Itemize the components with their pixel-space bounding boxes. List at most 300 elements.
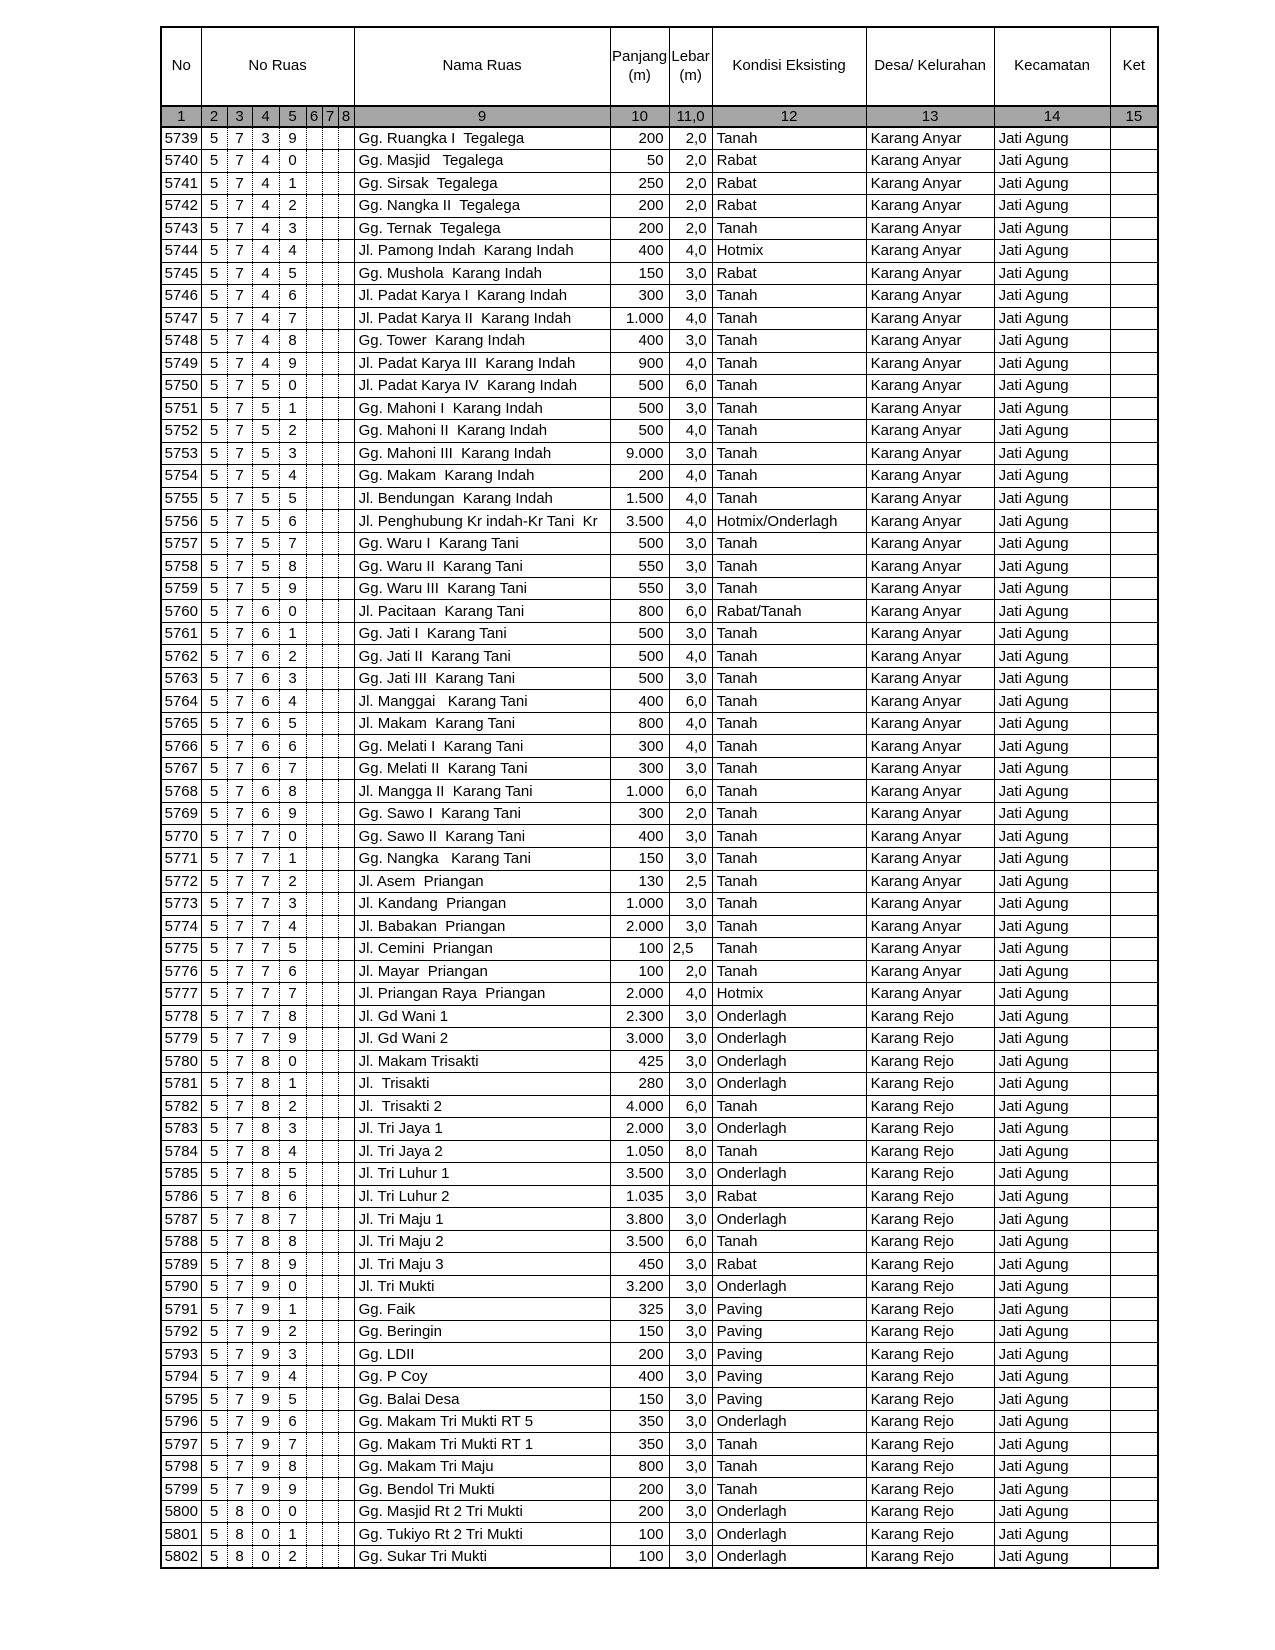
ruas-digit-cell: 2 xyxy=(279,420,306,443)
ket-cell xyxy=(1110,600,1158,623)
ruas-digit-cell: 5 xyxy=(201,600,227,623)
ruas-digit-cell xyxy=(306,1523,322,1546)
table-row xyxy=(161,1545,1158,1568)
ket-cell xyxy=(1110,195,1158,218)
panjang-cell: 150 xyxy=(610,848,669,871)
row-no-cell: 5748 xyxy=(161,330,201,353)
desa-cell: Karang Anyar xyxy=(866,600,994,623)
ruas-digit-cell xyxy=(322,1028,338,1051)
ruas-digit-cell xyxy=(338,195,354,218)
table-row xyxy=(161,532,1158,555)
desa-cell: Karang Anyar xyxy=(866,622,994,645)
ruas-digit-cell: 5 xyxy=(201,1050,227,1073)
ruas-digit-cell: 7 xyxy=(227,1050,252,1073)
ruas-digit-cell: 7 xyxy=(279,307,306,330)
ruas-digit-cell: 5 xyxy=(201,1545,227,1568)
ruas-digit-cell: 0 xyxy=(279,600,306,623)
ruas-digit-cell: 5 xyxy=(201,1275,227,1298)
nama-ruas-cell: Gg. Beringin xyxy=(354,1320,610,1343)
ruas-digit-cell xyxy=(322,1208,338,1231)
panjang-cell: 280 xyxy=(610,1073,669,1096)
kondisi-cell: Onderlagh xyxy=(712,1275,866,1298)
kecamatan-cell: Jati Agung xyxy=(994,1118,1110,1141)
ruas-digit-cell: 5 xyxy=(279,262,306,285)
kecamatan-cell: Jati Agung xyxy=(994,712,1110,735)
desa-cell: Karang Rejo xyxy=(866,1028,994,1051)
ket-cell xyxy=(1110,1388,1158,1411)
nama-ruas-cell: Jl. Tri Jaya 2 xyxy=(354,1140,610,1163)
ruas-digit-cell: 0 xyxy=(279,825,306,848)
ruas-digit-cell xyxy=(322,1140,338,1163)
ruas-digit-cell: 7 xyxy=(227,1028,252,1051)
nama-ruas-cell: Jl. Bendungan Karang Indah xyxy=(354,487,610,510)
desa-cell: Karang Rejo xyxy=(866,1140,994,1163)
ruas-digit-cell: 5 xyxy=(201,240,227,263)
desa-cell: Karang Anyar xyxy=(866,465,994,488)
panjang-cell: 800 xyxy=(610,712,669,735)
kondisi-cell: Onderlagh xyxy=(712,1208,866,1231)
ruas-digit-cell xyxy=(306,262,322,285)
ruas-digit-cell xyxy=(322,983,338,1006)
ruas-digit-cell xyxy=(322,420,338,443)
row-no-cell: 5758 xyxy=(161,555,201,578)
ruas-digit-cell: 6 xyxy=(252,780,279,803)
row-no-cell: 5740 xyxy=(161,150,201,173)
ruas-digit-cell: 7 xyxy=(227,1298,252,1321)
table-row xyxy=(161,330,1158,353)
ket-cell xyxy=(1110,802,1158,825)
ruas-digit-cell xyxy=(322,1410,338,1433)
desa-cell: Karang Anyar xyxy=(866,712,994,735)
kecamatan-cell: Jati Agung xyxy=(994,487,1110,510)
ruas-digit-cell: 5 xyxy=(201,285,227,308)
row-no-cell: 5757 xyxy=(161,532,201,555)
ruas-digit-cell xyxy=(322,397,338,420)
row-no-cell: 5788 xyxy=(161,1230,201,1253)
ruas-digit-cell: 5 xyxy=(201,1073,227,1096)
ruas-digit-cell: 7 xyxy=(227,712,252,735)
ruas-digit-cell: 7 xyxy=(227,375,252,398)
panjang-cell: 1.035 xyxy=(610,1185,669,1208)
table-row xyxy=(161,397,1158,420)
ruas-digit-cell xyxy=(306,465,322,488)
nama-ruas-cell: Gg. Nangka Karang Tani xyxy=(354,848,610,871)
ruas-digit-cell: 7 xyxy=(227,1118,252,1141)
ruas-digit-cell xyxy=(322,870,338,893)
ruas-digit-cell xyxy=(322,1388,338,1411)
header-no-ruas: No Ruas xyxy=(201,27,354,106)
ruas-digit-cell: 8 xyxy=(279,1005,306,1028)
panjang-cell: 500 xyxy=(610,622,669,645)
ruas-digit-cell xyxy=(306,510,322,533)
desa-cell: Karang Rejo xyxy=(866,1163,994,1186)
row-no-cell: 5776 xyxy=(161,960,201,983)
ruas-digit-cell xyxy=(338,465,354,488)
header-ket: Ket xyxy=(1110,27,1158,106)
desa-cell: Karang Rejo xyxy=(866,1230,994,1253)
kecamatan-cell: Jati Agung xyxy=(994,667,1110,690)
ruas-digit-cell: 7 xyxy=(252,893,279,916)
lebar-cell: 3,0 xyxy=(669,1523,712,1546)
ruas-digit-cell: 5 xyxy=(252,532,279,555)
kondisi-cell: Tanah xyxy=(712,285,866,308)
ruas-digit-cell xyxy=(306,532,322,555)
ruas-digit-cell: 5 xyxy=(201,442,227,465)
ruas-digit-cell: 7 xyxy=(227,735,252,758)
ruas-digit-cell xyxy=(322,555,338,578)
kondisi-cell: Hotmix xyxy=(712,240,866,263)
ruas-digit-cell xyxy=(306,1095,322,1118)
desa-cell: Karang Rejo xyxy=(866,1388,994,1411)
row-no-cell: 5760 xyxy=(161,600,201,623)
ket-cell xyxy=(1110,487,1158,510)
kondisi-cell: Tanah xyxy=(712,420,866,443)
table-row xyxy=(161,848,1158,871)
ruas-digit-cell: 6 xyxy=(279,735,306,758)
ruas-digit-cell xyxy=(338,1050,354,1073)
kondisi-cell: Tanah xyxy=(712,397,866,420)
ket-cell xyxy=(1110,375,1158,398)
ruas-digit-cell: 5 xyxy=(201,983,227,1006)
ruas-digit-cell xyxy=(306,555,322,578)
nama-ruas-cell: Jl. Mayar Priangan xyxy=(354,960,610,983)
table-row xyxy=(161,1050,1158,1073)
ruas-digit-cell xyxy=(306,667,322,690)
ruas-digit-cell: 7 xyxy=(227,307,252,330)
row-no-cell: 5800 xyxy=(161,1500,201,1523)
row-no-cell: 5759 xyxy=(161,577,201,600)
panjang-cell: 400 xyxy=(610,825,669,848)
ruas-digit-cell xyxy=(306,1433,322,1456)
ruas-digit-cell: 7 xyxy=(227,510,252,533)
ruas-digit-cell: 5 xyxy=(201,735,227,758)
ruas-digit-cell xyxy=(306,757,322,780)
row-no-cell: 5772 xyxy=(161,870,201,893)
desa-cell: Karang Anyar xyxy=(866,397,994,420)
desa-cell: Karang Rejo xyxy=(866,1253,994,1276)
lebar-cell: 3,0 xyxy=(669,1050,712,1073)
ruas-digit-cell: 9 xyxy=(252,1320,279,1343)
desa-cell: Karang Rejo xyxy=(866,1005,994,1028)
lebar-cell: 6,0 xyxy=(669,600,712,623)
ruas-digit-cell: 8 xyxy=(252,1050,279,1073)
table-row xyxy=(161,1320,1158,1343)
panjang-cell: 350 xyxy=(610,1410,669,1433)
lebar-cell: 4,0 xyxy=(669,420,712,443)
lebar-cell: 4,0 xyxy=(669,465,712,488)
ruas-digit-cell xyxy=(322,1298,338,1321)
kecamatan-cell: Jati Agung xyxy=(994,1410,1110,1433)
row-no-cell: 5739 xyxy=(161,127,201,150)
ruas-digit-cell: 9 xyxy=(279,127,306,150)
ruas-digit-cell: 7 xyxy=(227,195,252,218)
nama-ruas-cell: Gg. Sawo II Karang Tani xyxy=(354,825,610,848)
ruas-digit-cell: 7 xyxy=(227,262,252,285)
lebar-cell: 6,0 xyxy=(669,1095,712,1118)
ruas-digit-cell xyxy=(338,352,354,375)
desa-cell: Karang Rejo xyxy=(866,1275,994,1298)
nama-ruas-cell: Jl. Padat Karya III Karang Indah xyxy=(354,352,610,375)
ruas-digit-cell xyxy=(338,1388,354,1411)
kondisi-cell: Onderlagh xyxy=(712,1118,866,1141)
ruas-digit-cell: 7 xyxy=(227,150,252,173)
panjang-cell: 350 xyxy=(610,1433,669,1456)
ruas-digit-cell: 9 xyxy=(252,1388,279,1411)
ruas-digit-cell: 5 xyxy=(201,1298,227,1321)
row-no-cell: 5792 xyxy=(161,1320,201,1343)
nama-ruas-cell: Gg. Sirsak Tegalega xyxy=(354,172,610,195)
ket-cell xyxy=(1110,1523,1158,1546)
kecamatan-cell: Jati Agung xyxy=(994,1208,1110,1231)
ruas-digit-cell: 5 xyxy=(201,465,227,488)
table-row xyxy=(161,1208,1158,1231)
table-row xyxy=(161,1140,1158,1163)
ket-cell xyxy=(1110,240,1158,263)
kondisi-cell: Onderlagh xyxy=(712,1005,866,1028)
ruas-digit-cell xyxy=(338,397,354,420)
ruas-digit-cell xyxy=(322,330,338,353)
ruas-digit-cell: 4 xyxy=(279,690,306,713)
ruas-digit-cell xyxy=(338,532,354,555)
ruas-digit-cell: 6 xyxy=(252,712,279,735)
ruas-digit-cell xyxy=(306,1118,322,1141)
panjang-cell: 200 xyxy=(610,195,669,218)
ruas-digit-cell: 1 xyxy=(279,848,306,871)
kondisi-cell: Paving xyxy=(712,1365,866,1388)
lebar-cell: 3,0 xyxy=(669,1208,712,1231)
kondisi-cell: Tanah xyxy=(712,667,866,690)
ruas-digit-cell xyxy=(322,757,338,780)
kondisi-cell: Tanah xyxy=(712,870,866,893)
kondisi-cell: Onderlagh xyxy=(712,1500,866,1523)
ket-cell xyxy=(1110,757,1158,780)
column-number-cell: 11,0 xyxy=(669,106,712,127)
kecamatan-cell: Jati Agung xyxy=(994,1365,1110,1388)
desa-cell: Karang Rejo xyxy=(866,1185,994,1208)
ruas-digit-cell: 8 xyxy=(252,1253,279,1276)
ruas-digit-cell: 5 xyxy=(201,938,227,961)
ruas-digit-cell xyxy=(306,195,322,218)
ruas-digit-cell xyxy=(338,1545,354,1568)
row-no-cell: 5768 xyxy=(161,780,201,803)
panjang-cell: 50 xyxy=(610,150,669,173)
lebar-cell: 2,0 xyxy=(669,195,712,218)
nama-ruas-cell: Gg. Mushola Karang Indah xyxy=(354,262,610,285)
desa-cell: Karang Anyar xyxy=(866,150,994,173)
ruas-digit-cell: 7 xyxy=(227,938,252,961)
ruas-digit-cell: 5 xyxy=(201,577,227,600)
table-row xyxy=(161,1455,1158,1478)
panjang-cell: 3.500 xyxy=(610,510,669,533)
ruas-digit-cell: 7 xyxy=(227,1478,252,1501)
desa-cell: Karang Anyar xyxy=(866,893,994,916)
ruas-digit-cell xyxy=(338,1230,354,1253)
row-no-cell: 5794 xyxy=(161,1365,201,1388)
ruas-digit-cell: 7 xyxy=(227,1433,252,1456)
ruas-digit-cell: 5 xyxy=(201,915,227,938)
table-row xyxy=(161,1095,1158,1118)
table-row xyxy=(161,1500,1158,1523)
ruas-digit-cell: 5 xyxy=(201,217,227,240)
ruas-digit-cell: 5 xyxy=(279,938,306,961)
ruas-digit-cell xyxy=(338,1523,354,1546)
kecamatan-cell: Jati Agung xyxy=(994,1073,1110,1096)
ruas-digit-cell: 2 xyxy=(279,870,306,893)
lebar-cell: 3,0 xyxy=(669,397,712,420)
ket-cell xyxy=(1110,397,1158,420)
table-row xyxy=(161,690,1158,713)
ruas-digit-cell: 7 xyxy=(227,1455,252,1478)
lebar-cell: 3,0 xyxy=(669,825,712,848)
ruas-digit-cell: 7 xyxy=(227,870,252,893)
table-row xyxy=(161,1523,1158,1546)
ruas-digit-cell xyxy=(306,1275,322,1298)
table-row xyxy=(161,465,1158,488)
kondisi-cell: Tanah xyxy=(712,352,866,375)
row-no-cell: 5786 xyxy=(161,1185,201,1208)
ruas-digit-cell xyxy=(306,1253,322,1276)
ruas-digit-cell: 5 xyxy=(201,420,227,443)
ruas-digit-cell xyxy=(322,848,338,871)
kecamatan-cell: Jati Agung xyxy=(994,1343,1110,1366)
kecamatan-cell: Jati Agung xyxy=(994,870,1110,893)
ruas-digit-cell xyxy=(322,1118,338,1141)
ruas-digit-cell: 5 xyxy=(201,1208,227,1231)
table-row xyxy=(161,870,1158,893)
lebar-cell: 2,0 xyxy=(669,960,712,983)
ruas-digit-cell: 6 xyxy=(252,735,279,758)
ket-cell xyxy=(1110,330,1158,353)
kecamatan-cell: Jati Agung xyxy=(994,1140,1110,1163)
lebar-cell: 3,0 xyxy=(669,1388,712,1411)
ruas-digit-cell: 7 xyxy=(227,352,252,375)
lebar-cell: 3,0 xyxy=(669,1433,712,1456)
ket-cell xyxy=(1110,1050,1158,1073)
ruas-digit-cell: 7 xyxy=(227,240,252,263)
ruas-digit-cell: 2 xyxy=(279,645,306,668)
kecamatan-cell: Jati Agung xyxy=(994,195,1110,218)
desa-cell: Karang Anyar xyxy=(866,938,994,961)
column-number-cell: 4 xyxy=(252,106,279,127)
ruas-digit-cell xyxy=(306,1455,322,1478)
desa-cell: Karang Anyar xyxy=(866,825,994,848)
ruas-digit-cell xyxy=(306,375,322,398)
nama-ruas-cell: Jl. Tri Luhur 2 xyxy=(354,1185,610,1208)
nama-ruas-cell: Jl. Padat Karya IV Karang Indah xyxy=(354,375,610,398)
kondisi-cell: Tanah xyxy=(712,532,866,555)
ruas-digit-cell: 7 xyxy=(227,1095,252,1118)
desa-cell: Karang Anyar xyxy=(866,802,994,825)
desa-cell: Karang Anyar xyxy=(866,217,994,240)
ruas-digit-cell xyxy=(338,1478,354,1501)
panjang-cell: 500 xyxy=(610,420,669,443)
ruas-digit-cell: 7 xyxy=(227,690,252,713)
ruas-digit-cell: 5 xyxy=(201,690,227,713)
ruas-digit-cell: 8 xyxy=(252,1073,279,1096)
lebar-cell: 3,0 xyxy=(669,757,712,780)
kondisi-cell: Tanah xyxy=(712,735,866,758)
kondisi-cell: Tanah xyxy=(712,1455,866,1478)
ruas-digit-cell: 7 xyxy=(279,757,306,780)
ruas-digit-cell xyxy=(338,375,354,398)
ket-cell xyxy=(1110,150,1158,173)
header-kecamatan: Kecamatan xyxy=(994,27,1110,106)
desa-cell: Karang Anyar xyxy=(866,442,994,465)
ruas-digit-cell xyxy=(306,217,322,240)
ket-cell xyxy=(1110,352,1158,375)
desa-cell: Karang Anyar xyxy=(866,735,994,758)
kondisi-cell: Tanah xyxy=(712,217,866,240)
ket-cell xyxy=(1110,1185,1158,1208)
table-row xyxy=(161,1298,1158,1321)
kondisi-cell: Hotmix/Onderlagh xyxy=(712,510,866,533)
ket-cell xyxy=(1110,127,1158,150)
header-panjang xyxy=(610,27,669,106)
row-no-cell: 5742 xyxy=(161,195,201,218)
ruas-digit-cell: 5 xyxy=(201,195,227,218)
desa-cell: Karang Anyar xyxy=(866,195,994,218)
ruas-digit-cell xyxy=(306,397,322,420)
ruas-digit-cell: 5 xyxy=(201,375,227,398)
ruas-digit-cell: 7 xyxy=(252,825,279,848)
table-row xyxy=(161,667,1158,690)
ruas-digit-cell: 2 xyxy=(279,1095,306,1118)
ruas-digit-cell: 8 xyxy=(252,1230,279,1253)
kecamatan-cell: Jati Agung xyxy=(994,1005,1110,1028)
ruas-digit-cell: 9 xyxy=(252,1365,279,1388)
row-no-cell: 5781 xyxy=(161,1073,201,1096)
ruas-digit-cell: 9 xyxy=(279,577,306,600)
ruas-digit-cell xyxy=(338,938,354,961)
ruas-digit-cell xyxy=(306,1163,322,1186)
kondisi-cell: Tanah xyxy=(712,645,866,668)
ruas-digit-cell: 7 xyxy=(252,870,279,893)
ruas-digit-cell: 5 xyxy=(252,487,279,510)
ruas-digit-cell xyxy=(338,870,354,893)
ruas-digit-cell: 0 xyxy=(279,1500,306,1523)
row-no-cell: 5784 xyxy=(161,1140,201,1163)
ruas-digit-cell: 7 xyxy=(227,802,252,825)
row-no-cell: 5749 xyxy=(161,352,201,375)
desa-cell: Karang Anyar xyxy=(866,690,994,713)
row-no-cell: 5752 xyxy=(161,420,201,443)
ruas-digit-cell: 5 xyxy=(201,1433,227,1456)
panjang-cell: 3.200 xyxy=(610,1275,669,1298)
ruas-digit-cell: 9 xyxy=(252,1433,279,1456)
table-row xyxy=(161,915,1158,938)
desa-cell: Karang Anyar xyxy=(866,757,994,780)
column-number-cell: 10 xyxy=(610,106,669,127)
ruas-digit-cell xyxy=(322,938,338,961)
ruas-digit-cell: 7 xyxy=(279,983,306,1006)
nama-ruas-cell: Gg. Makam Tri Maju xyxy=(354,1455,610,1478)
nama-ruas-cell: Gg. Tukiyo Rt 2 Tri Mukti xyxy=(354,1523,610,1546)
kecamatan-cell: Jati Agung xyxy=(994,825,1110,848)
row-no-cell: 5774 xyxy=(161,915,201,938)
lebar-cell: 3,0 xyxy=(669,1253,712,1276)
lebar-cell: 3,0 xyxy=(669,893,712,916)
row-no-cell: 5766 xyxy=(161,735,201,758)
row-no-cell: 5791 xyxy=(161,1298,201,1321)
ruas-digit-cell: 7 xyxy=(252,848,279,871)
ruas-digit-cell: 0 xyxy=(252,1523,279,1546)
kecamatan-cell: Jati Agung xyxy=(994,848,1110,871)
panjang-cell: 400 xyxy=(610,330,669,353)
row-no-cell: 5796 xyxy=(161,1410,201,1433)
ruas-digit-cell: 3 xyxy=(279,893,306,916)
ruas-digit-cell xyxy=(322,217,338,240)
ruas-digit-cell: 4 xyxy=(279,1140,306,1163)
